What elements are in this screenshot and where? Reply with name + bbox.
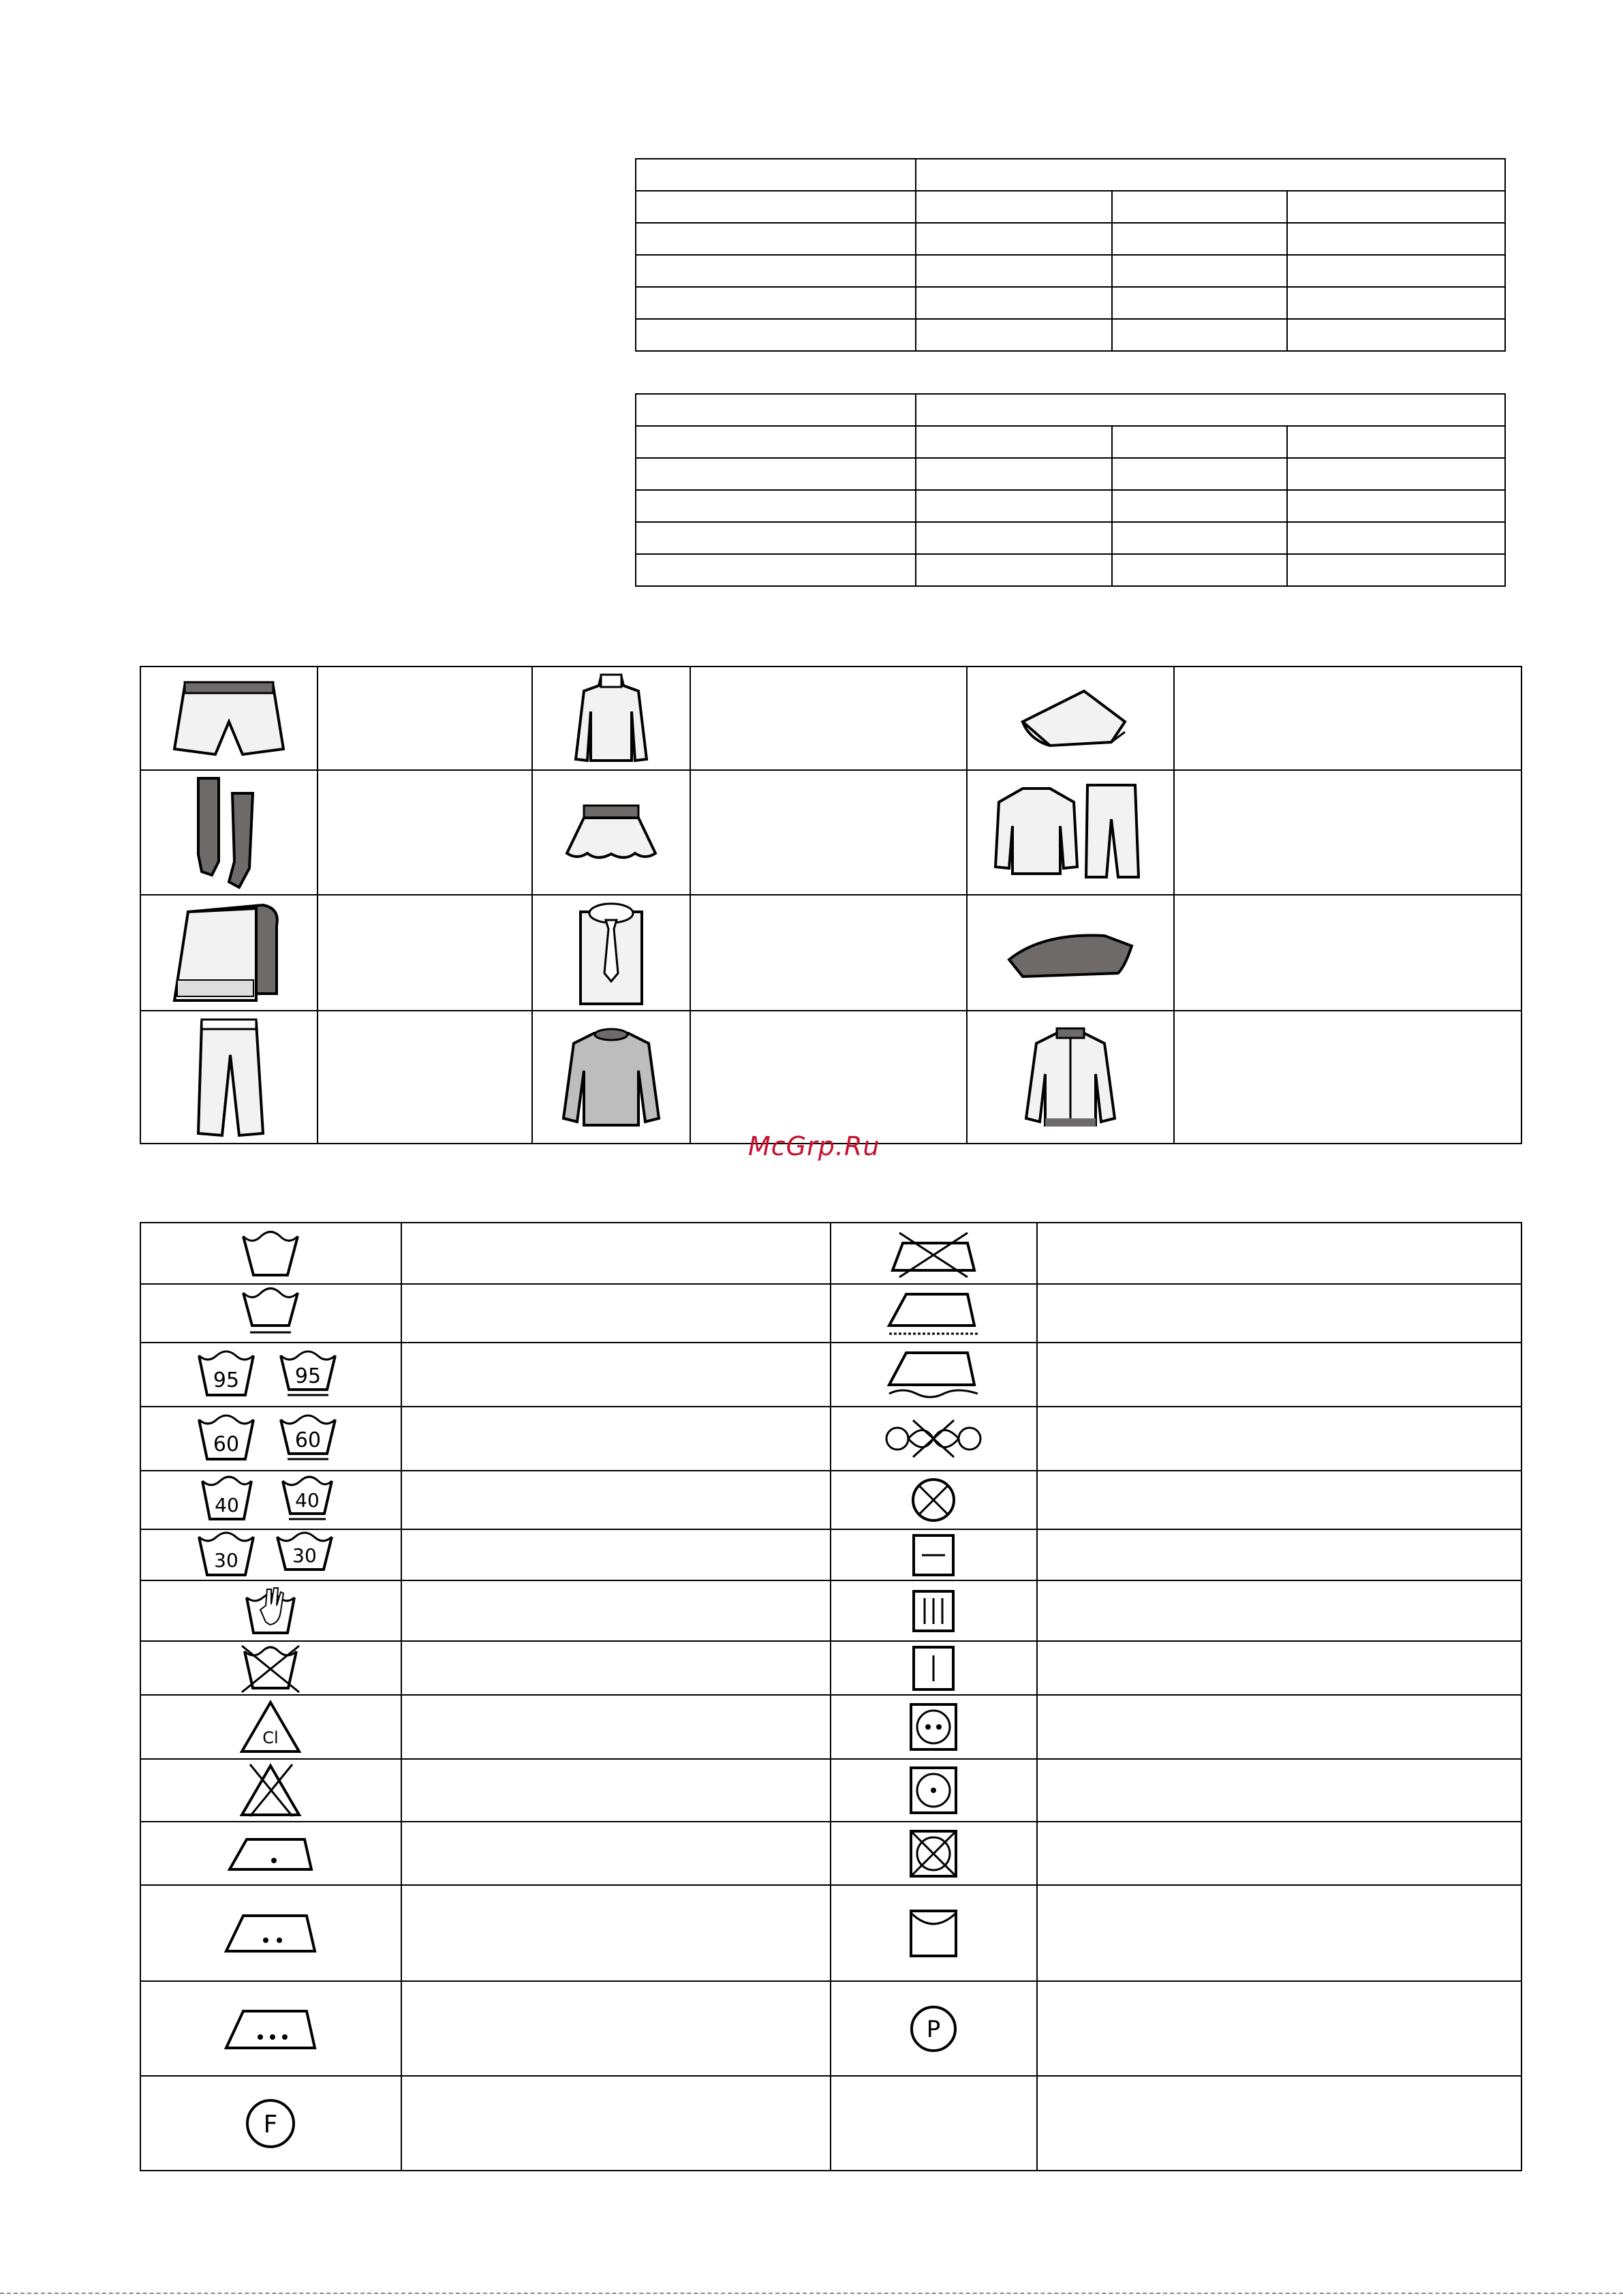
svg-text:P: P — [927, 2015, 941, 2043]
care-symbols-table — [140, 1222, 1522, 2171]
table-cell — [401, 2076, 831, 2171]
table-cell — [636, 255, 916, 287]
table-cell — [1037, 1223, 1521, 1284]
dry-clean-p-icon — [831, 1981, 1037, 2076]
table-cell — [1174, 667, 1521, 770]
do-not-dry-clean-icon — [831, 1471, 1037, 1529]
tumble-dry-low-icon — [831, 1759, 1037, 1822]
table-cell — [1112, 458, 1288, 490]
trousers-icon — [140, 1011, 318, 1144]
table-cell — [1112, 554, 1288, 586]
table-cell — [401, 1471, 831, 1529]
table-cell — [636, 490, 916, 522]
table-cell — [401, 1885, 831, 1981]
svg-text:30: 30 — [292, 1544, 318, 1567]
svg-text:60: 60 — [295, 1428, 322, 1452]
table-cell — [1037, 1981, 1521, 2076]
table-cell — [1112, 490, 1288, 522]
wash-gentle-icon — [140, 1284, 401, 1343]
table-cell — [1037, 1885, 1521, 1981]
table-cell — [636, 522, 916, 554]
table-cell — [1287, 458, 1505, 490]
table-cell — [831, 2076, 1037, 2171]
table-cell — [1287, 255, 1505, 287]
skirt-icon — [532, 770, 690, 895]
table-cell — [1287, 287, 1505, 319]
table-cell — [1287, 490, 1505, 522]
table-cell — [916, 458, 1112, 490]
towel-icon — [140, 895, 318, 1011]
socks-icon — [140, 770, 318, 895]
blank-table-2 — [635, 393, 1506, 587]
table-cell — [1174, 1011, 1521, 1144]
table-cell — [1287, 319, 1505, 351]
table-cell — [401, 1641, 831, 1695]
svg-text:40: 40 — [295, 1489, 320, 1512]
garment-table — [140, 666, 1522, 1144]
table-cell — [1037, 2076, 1521, 2171]
svg-text:Cl: Cl — [262, 1728, 279, 1747]
table-cell — [1287, 554, 1505, 586]
folded-blanket-icon — [967, 895, 1174, 1011]
table-cell — [636, 554, 916, 586]
svg-text:F: F — [264, 2110, 278, 2139]
table-cell — [636, 287, 916, 319]
table-cell — [401, 1580, 831, 1641]
iron-high-icon — [140, 1981, 401, 2076]
table-cell — [690, 667, 966, 770]
tumble-dry-high-icon — [831, 1695, 1037, 1759]
tracksuit-icon — [967, 770, 1174, 895]
table-cell — [401, 1529, 831, 1580]
svg-text:95: 95 — [295, 1364, 322, 1388]
hand-wash-icon — [140, 1580, 401, 1641]
table-cell — [318, 895, 533, 1011]
table-cell — [916, 255, 1112, 287]
table-cell — [401, 1759, 831, 1822]
table-cell — [1037, 1641, 1521, 1695]
table-cell — [1287, 191, 1505, 223]
table-cell — [401, 1284, 831, 1343]
table-cell — [318, 1011, 533, 1144]
table-cell — [1112, 255, 1288, 287]
table-cell — [636, 319, 916, 351]
table-cell — [1112, 426, 1288, 458]
table-cell — [636, 458, 916, 490]
iron-no-steam-icon — [831, 1284, 1037, 1343]
table-cell — [1112, 319, 1288, 351]
do-not-tumble-dry-icon — [831, 1822, 1037, 1885]
do-not-iron-icon — [831, 1223, 1037, 1284]
table-cell — [916, 223, 1112, 255]
table-cell — [401, 1981, 831, 2076]
table-cell — [1112, 191, 1288, 223]
wash-icon — [140, 1223, 401, 1284]
table-cell — [1037, 1407, 1521, 1471]
table-cell — [401, 1695, 831, 1759]
table-cell — [916, 490, 1112, 522]
drip-dry-icon — [831, 1580, 1037, 1641]
table-cell — [916, 522, 1112, 554]
table-cell — [1037, 1529, 1521, 1580]
table-cell — [1287, 223, 1505, 255]
table-cell — [1174, 895, 1521, 1011]
table-cell — [1037, 1284, 1521, 1343]
table-cell — [1112, 223, 1288, 255]
table-cell — [916, 554, 1112, 586]
table-cell — [916, 394, 1505, 426]
table-cell — [690, 1011, 966, 1144]
folded-cloth-icon — [967, 667, 1174, 770]
table-cell — [1037, 1343, 1521, 1407]
table-cell — [636, 159, 916, 191]
long-sleeve-top-icon — [532, 667, 690, 770]
table-cell — [1287, 426, 1505, 458]
table-cell — [1037, 1822, 1521, 1885]
dry-clean-f-icon — [140, 2076, 401, 2171]
table-cell — [636, 191, 916, 223]
wash-40-icon — [140, 1471, 401, 1529]
table-cell — [401, 1343, 831, 1407]
table-cell — [916, 191, 1112, 223]
table-cell — [636, 223, 916, 255]
jacket-icon — [967, 1011, 1174, 1144]
table-cell — [1037, 1471, 1521, 1529]
table-cell — [690, 895, 966, 1011]
table-cell — [401, 1822, 831, 1885]
table-cell — [690, 770, 966, 895]
svg-text:40: 40 — [215, 1494, 240, 1516]
do-not-twist-icon — [831, 1407, 1037, 1471]
wash-95-icon — [140, 1343, 401, 1407]
table-cell — [916, 159, 1505, 191]
iron-low-icon — [140, 1822, 401, 1885]
svg-text:30: 30 — [214, 1548, 239, 1572]
shorts-icon — [140, 667, 318, 770]
sweater-icon — [532, 1011, 690, 1144]
wash-60-icon — [140, 1407, 401, 1471]
table-cell — [1112, 287, 1288, 319]
table-cell — [1112, 522, 1288, 554]
blank-table-1 — [635, 158, 1506, 352]
table-cell — [401, 1407, 831, 1471]
table-cell — [318, 667, 533, 770]
watermark: McGrp.Ru — [748, 1131, 880, 1161]
table-cell — [1174, 770, 1521, 895]
dry-flat-icon — [831, 1529, 1037, 1580]
line-dry-icon — [831, 1885, 1037, 1981]
hang-dry-icon — [831, 1641, 1037, 1695]
do-not-bleach-icon — [140, 1759, 401, 1822]
table-cell — [401, 1223, 831, 1284]
table-cell — [916, 426, 1112, 458]
table-cell — [916, 287, 1112, 319]
do-not-wash-icon — [140, 1641, 401, 1695]
table-cell — [1037, 1695, 1521, 1759]
table-cell — [636, 426, 916, 458]
table-cell — [1287, 522, 1505, 554]
table-cell — [1037, 1580, 1521, 1641]
page-bottom-edge — [0, 2293, 1623, 2294]
svg-text:95: 95 — [213, 1368, 240, 1392]
iron-steam-icon — [831, 1343, 1037, 1407]
table-cell — [636, 394, 916, 426]
table-cell — [916, 319, 1112, 351]
table-cell — [1037, 1759, 1521, 1822]
wash-30-icon — [140, 1529, 401, 1580]
shirt-tie-icon — [532, 895, 690, 1011]
table-cell — [318, 770, 533, 895]
iron-medium-icon — [140, 1885, 401, 1981]
bleach-icon — [140, 1695, 401, 1759]
svg-text:60: 60 — [213, 1433, 240, 1456]
